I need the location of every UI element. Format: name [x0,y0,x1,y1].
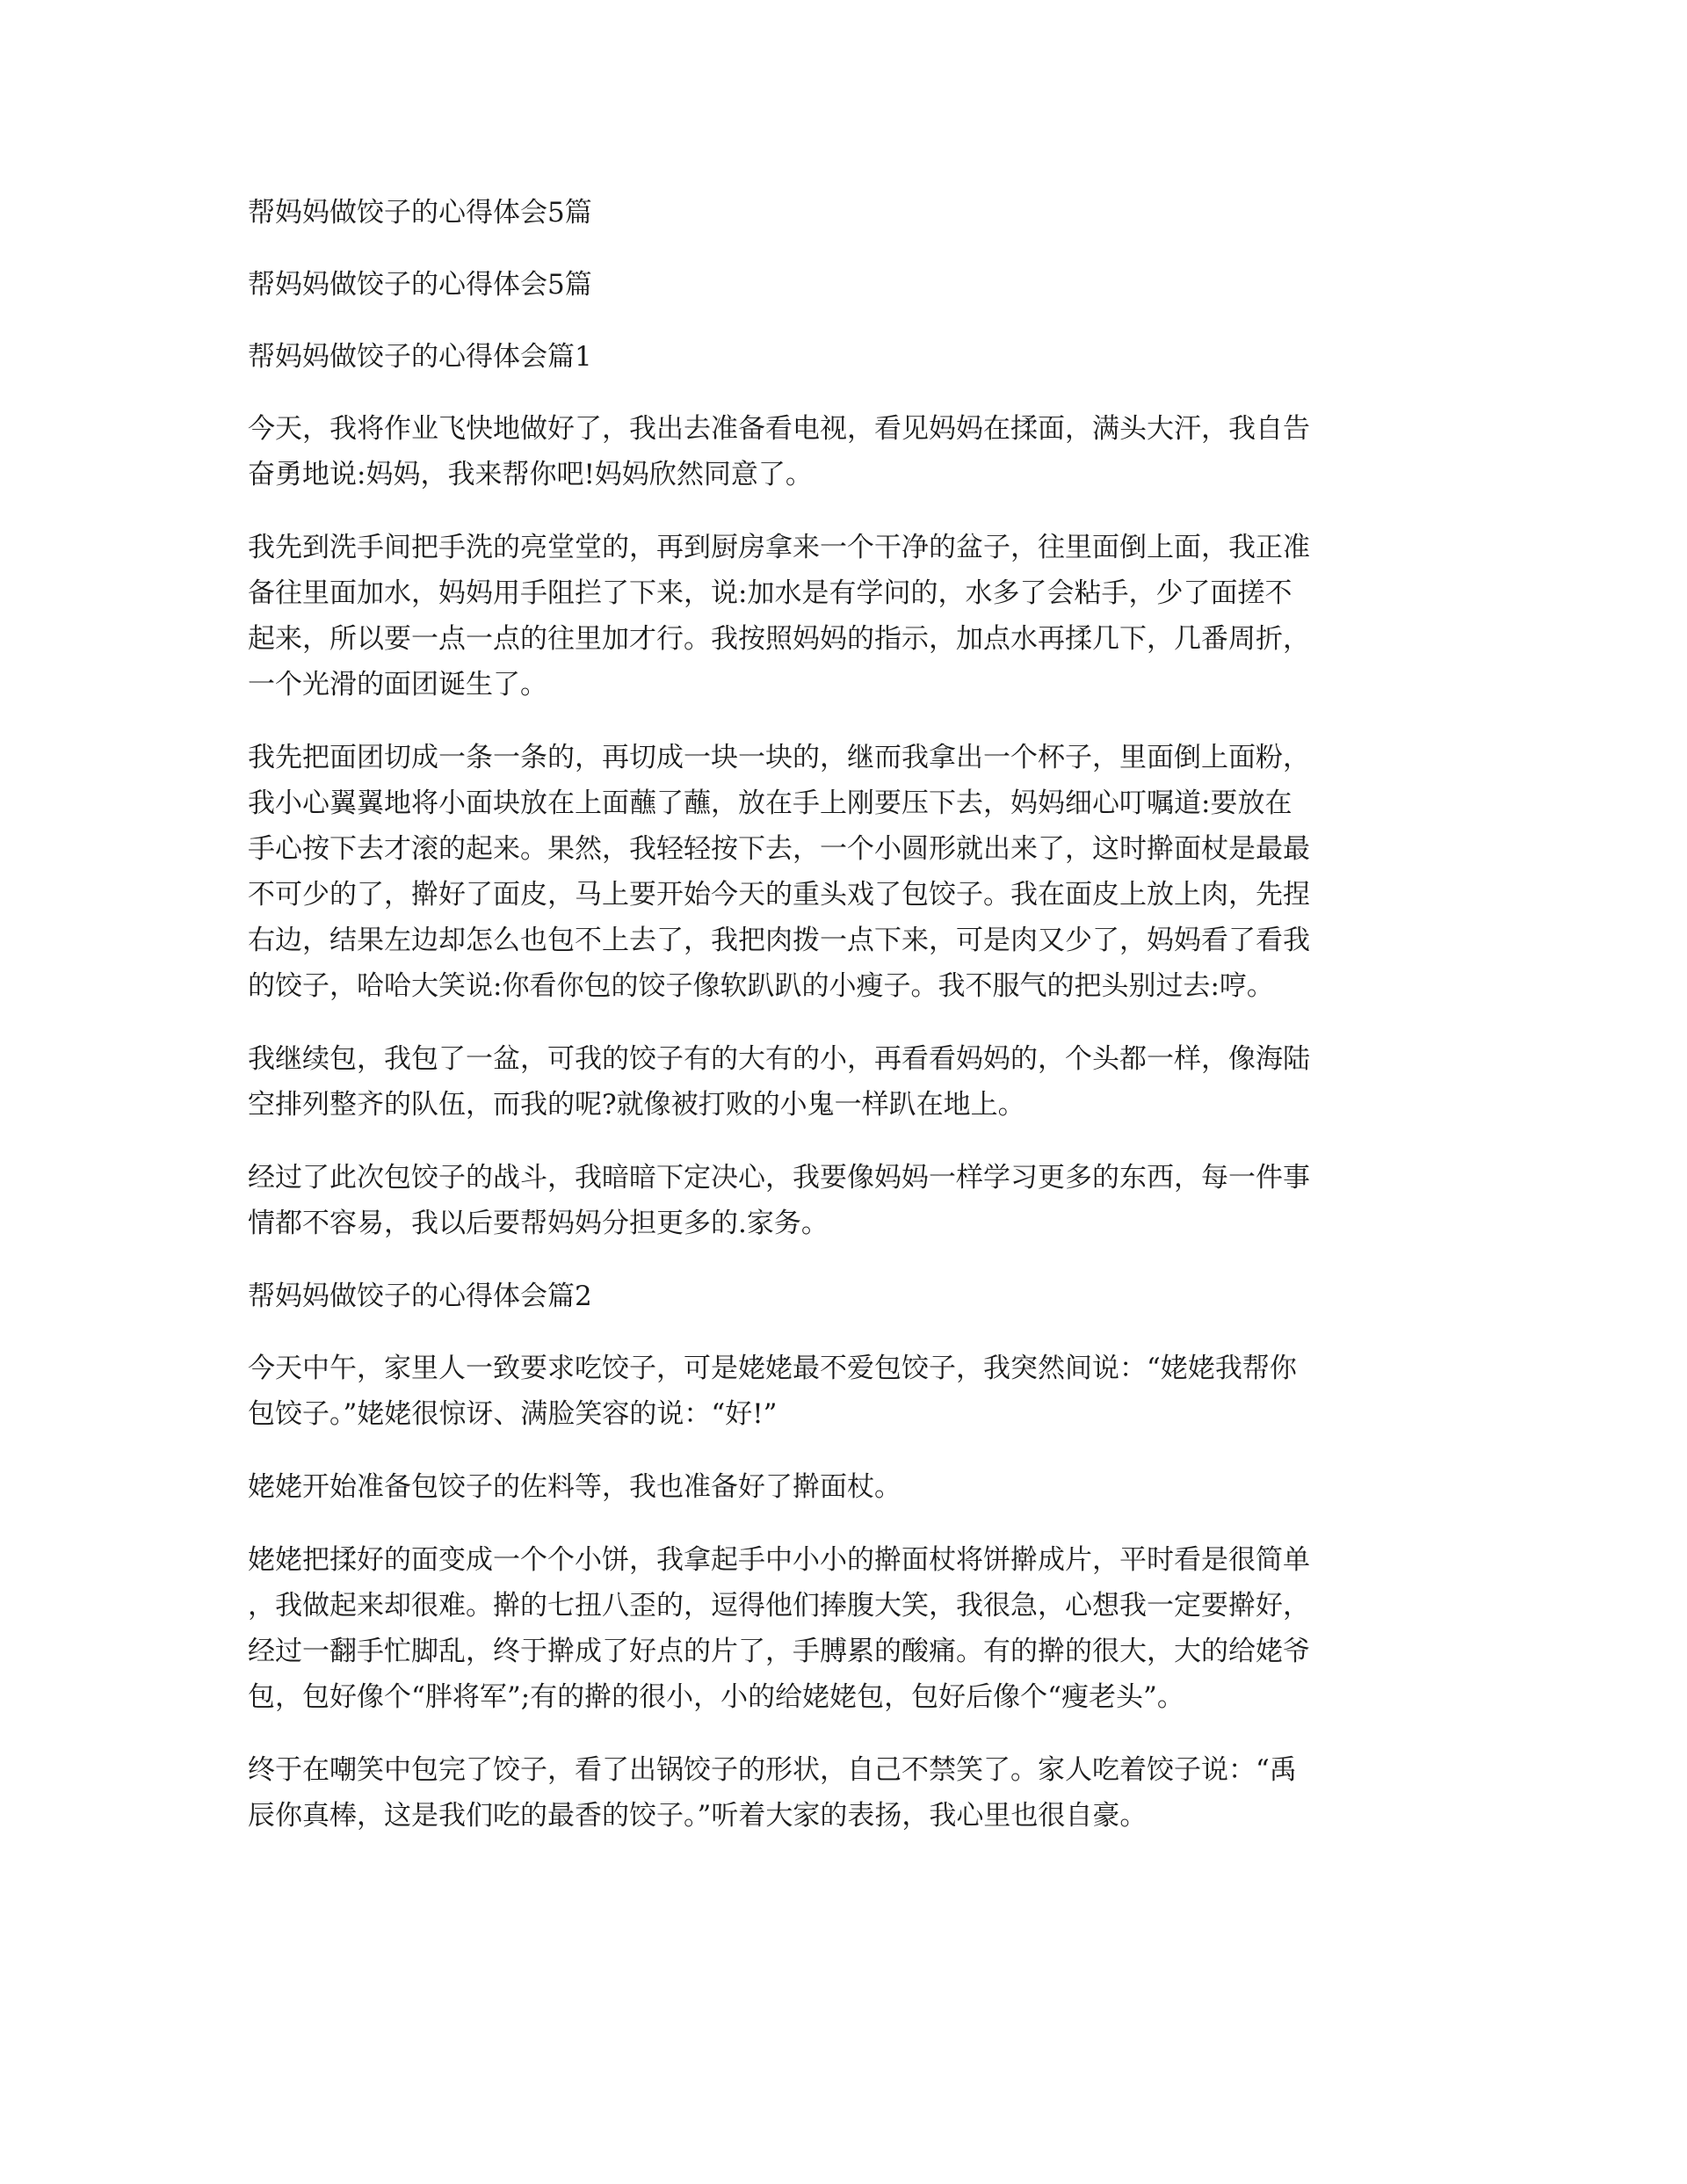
paragraph-line: 今天，我将作业飞快地做好了，我出去准备看电视，看见妈妈在揉面，满头大汗，我自告 [248,413,1310,445]
paragraph-line: 我小心翼翼地将小面块放在上面蘸了蘸，放在手上刚要压下去，妈妈细心叮嘱道:要放在 [248,787,1292,819]
paragraph-line: 起来，所以要一点一点的往里加才行。我按照妈妈的指示，加点水再揉几下，几番周折， [248,623,1310,655]
paragraph-line: 我先到洗手间把手洗的亮堂堂的，再到厨房拿来一个干净的盆子，往里面倒上面，我正准 [248,532,1310,563]
document-subtitle: 帮妈妈做饺子的心得体会5篇 [248,269,592,301]
paragraph [248,1747,1425,1839]
paragraph-line: 今天中午，家里人一致要求吃饺子，可是姥姥最不爱包饺子，我突然间说：“姥姥我帮你 [248,1353,1297,1384]
paragraph-line: 情都不容易，我以后要帮妈妈分担更多的.家务。 [248,1208,829,1239]
paragraph-line: 姥姥开始准备包饺子的佐料等，我也准备好了擀面杖。 [248,1471,901,1503]
paragraph [248,1346,1425,1437]
paragraph-line: 我继续包，我包了一盆，可我的饺子有的大有的小，再看看妈妈的，个头都一样，像海陆 [248,1043,1310,1075]
paragraph-line: 一个光滑的面团诞生了。 [248,669,547,700]
document-title: 帮妈妈做饺子的心得体会5篇 [248,197,592,229]
paragraph-line: 的饺子，哈哈大笑说:你看你包的饺子像软趴趴的小瘦子。我不服气的把头别过去:哼。 [248,970,1274,1002]
paragraph-line: 不可少的了，擀好了面皮，马上要开始今天的重头戏了包饺子。我在面皮上放上肉，先捏 [248,879,1310,911]
paragraph-line: 辰你真棒，这是我们吃的最香的饺子。”听着大家的表扬，我心里也很自豪。 [248,1800,1148,1832]
paragraph-line: 经过一翻手忙脚乱，终于擀成了好点的片了，手膊累的酸痛。有的擀的很大，大的给姥爷 [248,1636,1310,1667]
paragraph-line: 备往里面加水，妈妈用手阻拦了下来，说:加水是有学问的，水多了会粘手，少了面搓不 [248,577,1292,609]
paragraph-line: 包，包好像个“胖将军”;有的擀的很小，小的给姥姥包，包好后像个“瘦老头”。 [248,1681,1184,1713]
paragraph [248,525,1425,707]
paragraph-line: 经过了此次包饺子的战斗，我暗暗下定决心，我要像妈妈一样学习更多的东西，每一件事 [248,1162,1310,1194]
paragraph-line: 空排列整齐的队伍，而我的呢?就像被打败的小鬼一样趴在地上。 [248,1089,1025,1121]
paragraph [248,1464,1425,1510]
paragraph-line: 终于在嘲笑中包完了饺子，看了出锅饺子的形状，自己不禁笑了。家人吃着饺子说：“禹 [248,1754,1297,1786]
paragraph-line: 姥姥把揉好的面变成一个个小饼，我拿起手中小小的擀面杖将饼擀成片，平时看是很简单 [248,1544,1310,1576]
paragraph-line: 我先把面团切成一条一条的，再切成一块一块的，继而我拿出一个杯子，里面倒上面粉， [248,742,1310,773]
paragraph [248,1537,1425,1720]
paragraph-line: 手心按下去才滚的起来。果然，我轻轻按下去，一个小圆形就出来了，这时擀面杖是最最 [248,833,1310,865]
section-2-heading: 帮妈妈做饺子的心得体会篇2 [248,1281,592,1312]
paragraph-line: 包饺子。”姥姥很惊讶、满脸笑容的说：“好!” [248,1398,778,1430]
paragraph-line: 奋勇地说:妈妈，我来帮你吧!妈妈欣然同意了。 [248,459,813,490]
paragraph [248,1036,1425,1128]
paragraph-line: ，我做起来却很难。擀的七扭八歪的，逗得他们捧腹大笑，我很急，心想我一定要擀好， [248,1590,1310,1622]
paragraph [248,1155,1425,1246]
paragraph-line: 右边，结果左边却怎么也包不上去了，我把肉拨一点下来，可是肉又少了，妈妈看了看我 [248,925,1310,956]
document-page [248,190,1425,1866]
paragraph [248,735,1425,1009]
section-1-heading: 帮妈妈做饺子的心得体会篇1 [248,341,592,373]
paragraph [248,406,1425,497]
